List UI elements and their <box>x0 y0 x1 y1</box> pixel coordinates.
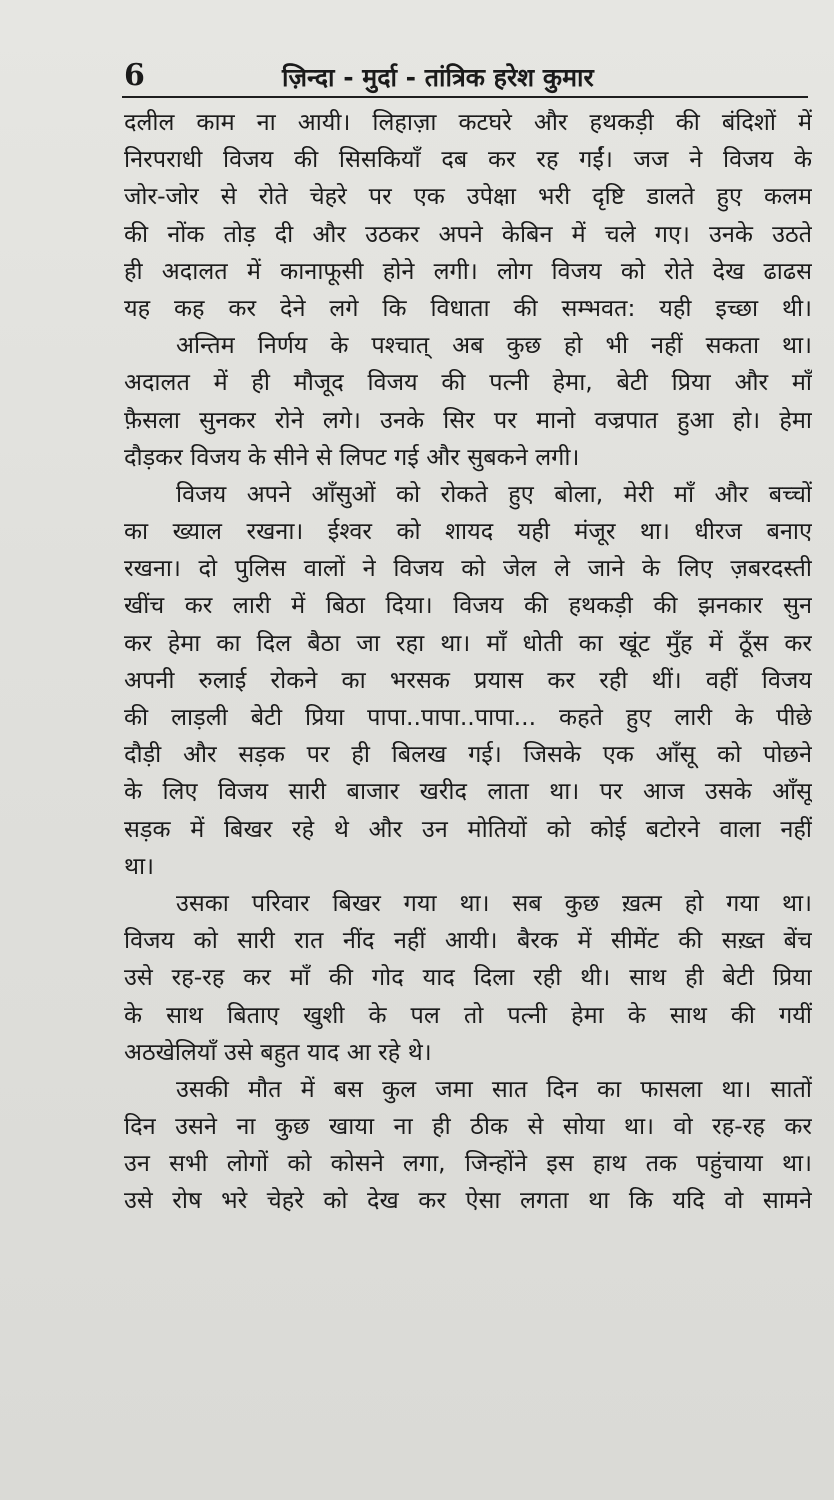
paragraph-3 <box>124 476 812 885</box>
paragraph-5 <box>124 1071 812 1220</box>
text-line: के साथ बिताए खुशी के पल तो पत्नी हेमा के साथ की गयीं <box>124 1000 812 1029</box>
text-line: का ख्याल रखना। ईश्वर को शायद यही मंजूर था। धीरज बनाए <box>124 517 812 546</box>
text-line: खींच कर लारी में बिठा दिया। विजय की हथकड़ी की झनकार सुन <box>124 591 812 620</box>
text-line: अदालत में ही मौजूद विजय की पत्नी हेमा, बेटी प्रिया और माँ <box>124 368 812 397</box>
text-line: था। <box>124 851 155 880</box>
text-line: विजय अपने आँसुओं को रोकते हुए बोला, मेरी माँ और बच्चों <box>176 479 812 508</box>
text-line: दौड़ी और सड़क पर ही बिलख गई। जिसके एक आँसू को पोछने <box>124 740 812 769</box>
text-line: अन्तिम निर्णय के पश्चात् अब कुछ हो भी नहीं सकता था। <box>176 331 812 360</box>
text-line: की लाड़ली बेटी प्रिया पापा..पापा..पापा... कहते हुए लारी के पीछे <box>124 703 812 731</box>
text-line: उसका परिवार बिखर गया था। सब कुछ ख़त्म हो गया था। <box>176 888 812 917</box>
text-line: सड़क में बिखर रहे थे और उन मोतियों को कोई बटोरने वाला नहीं <box>124 814 812 843</box>
page-header <box>122 58 808 98</box>
paragraph-1 <box>124 104 812 327</box>
text-line: जोर-जोर से रोते चेहरे पर एक उपेक्षा भरी दृष्टि डालते हुए कलम <box>124 182 812 211</box>
text-line: उन सभी लोगों को कोसने लगा, जिन्होंने इस हाथ तक पहुंचाया था। <box>124 1149 812 1178</box>
text-line: दिन उसने ना कुछ खाया ना ही ठीक से सोया था। वो रह-रह कर <box>124 1112 812 1141</box>
text-line: उसे रह-रह कर माँ की गोद याद दिला रही थी। साथ ही बेटी प्रिया <box>124 963 812 992</box>
text-line: रखना। दो पुलिस वालों ने विजय को जेल ले जाने के लिए ज़बरदस्ती <box>124 554 812 583</box>
text-line: निरपराधी विजय की सिसकियाँ दब कर रह गईं। जज ने विजय के <box>124 145 812 174</box>
page-number: 6 <box>124 58 145 93</box>
text-line: फ़ैसला सुनकर रोने लगे। उनके सिर पर मानो वज्रपात हुआ हो। हेमा <box>124 405 812 434</box>
text-line: उसे रोष भरे चेहरे को देख कर ऐसा लगता था कि यदि वो सामने <box>124 1186 812 1215</box>
text-line: दौड़कर विजय के सीने से लिपट गई और सुबकने लगी। <box>124 442 580 471</box>
text-line: दलील काम ना आयी। लिहाज़ा कटघरे और हथकड़ी की बंदिशों में <box>124 108 812 136</box>
paragraph-2 <box>124 327 812 476</box>
text-line: यह कह कर देने लगे कि विधाता की सम्भवत: यही इच्छा थी। <box>124 293 812 322</box>
text-line: अपनी रुलाई रोकने का भरसक प्रयास कर रही थीं। वहीं विजय <box>124 665 812 694</box>
text-line: के लिए विजय सारी बाजार खरीद लाता था। पर आज उसके आँसू <box>124 777 812 806</box>
body-text <box>124 104 812 1220</box>
running-title: ज़िन्दा - मुर्दा - तांत्रिक हरेश कुमार <box>282 63 594 92</box>
text-line: ही अदालत में कानाफूसी होने लगी। लोग विजय को रोते देख ढाढस <box>124 256 812 285</box>
text-line: कर हेमा का दिल बैठा जा रहा था। माँ धोती का खूंट मुँह में ठूँस कर <box>124 628 812 657</box>
text-line: अठखेलियाँ उसे बहुत याद आ रहे थे। <box>124 1037 432 1066</box>
text-line: उसकी मौत में बस कुल जमा सात दिन का फासला था। सातों <box>176 1074 812 1103</box>
text-line: की नोंक तोड़ दी और उठकर अपने केबिन में चले गए। उनके उठते <box>124 219 812 248</box>
text-line: विजय को सारी रात नींद नहीं आयी। बैरक में सीमेंट की सख़्त बेंच <box>124 926 812 955</box>
paragraph-4 <box>124 885 812 1071</box>
